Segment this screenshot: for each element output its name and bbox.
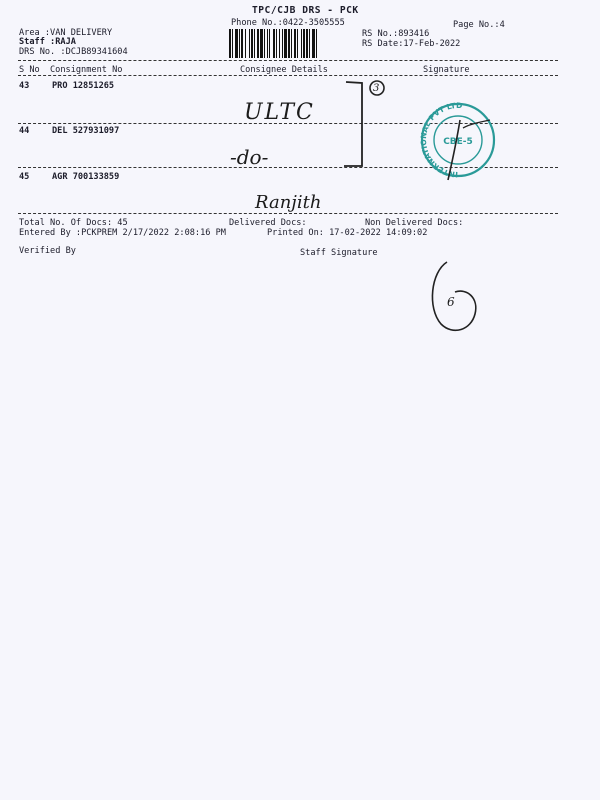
stamp-ring-text: INTERNATIONAL PVT LTD [418, 100, 463, 180]
drs-number: DRS No. :DCJB89341604 [19, 47, 128, 57]
circled-number: 6 [447, 295, 455, 309]
column-consignee: Consignee Details [240, 65, 328, 75]
page-number: Page No.:4 [453, 20, 505, 30]
entered-by: Entered By :PCKPREM 2/17/2022 2:08:16 PM [19, 228, 226, 238]
column-sno: S No [19, 65, 40, 75]
row-45-consignment: AGR 700133859 [52, 172, 120, 182]
staff-field: Staff :RAJA [19, 37, 76, 47]
total-docs: Total No. Of Docs: 45 [19, 218, 128, 228]
row-43-sno: 43 [19, 81, 30, 91]
column-consignment: Consignment No [50, 65, 123, 75]
document-title: TPC/CJB DRS - PCK [252, 5, 359, 16]
verified-by: Verified By [19, 246, 76, 256]
barcode [229, 29, 357, 58]
phone-number: Phone No.:0422-3505555 [231, 18, 345, 28]
company-stamp [408, 100, 508, 186]
handwritten-consignee-45: Ranjith [255, 192, 322, 213]
row-44-consignment: DEL 527931097 [52, 126, 120, 136]
delivered-docs: Delivered Docs: [229, 218, 307, 228]
column-signature: Signature [423, 65, 470, 75]
circled-number-mark [425, 258, 485, 336]
header-rule-top [18, 60, 558, 61]
staff-signature: Staff Signature [300, 248, 378, 258]
row-divider [18, 213, 558, 214]
row-43-consignment: PRO 12851265 [52, 81, 115, 91]
stamp-center-text: CBE-5 [443, 137, 473, 147]
rs-date: RS Date:17-Feb-2022 [362, 39, 461, 49]
row-45-sno: 45 [19, 172, 30, 182]
header-rule-bottom [18, 75, 558, 76]
printed-on: Printed On: 17-02-2022 14:09:02 [267, 228, 428, 238]
non-delivered-docs: Non Delivered Docs: [365, 218, 464, 228]
barcode-bar [317, 29, 318, 58]
bracket-number: 3 [373, 83, 380, 94]
bracket-mark [340, 78, 400, 178]
row-44-sno: 44 [19, 126, 30, 136]
handwritten-consignee-44: ULTC [244, 100, 315, 125]
area-field: Area :VAN DELIVERY [19, 28, 113, 38]
rs-number: RS No.:893416 [362, 29, 430, 39]
handwritten-ditto: -do- [230, 145, 269, 169]
